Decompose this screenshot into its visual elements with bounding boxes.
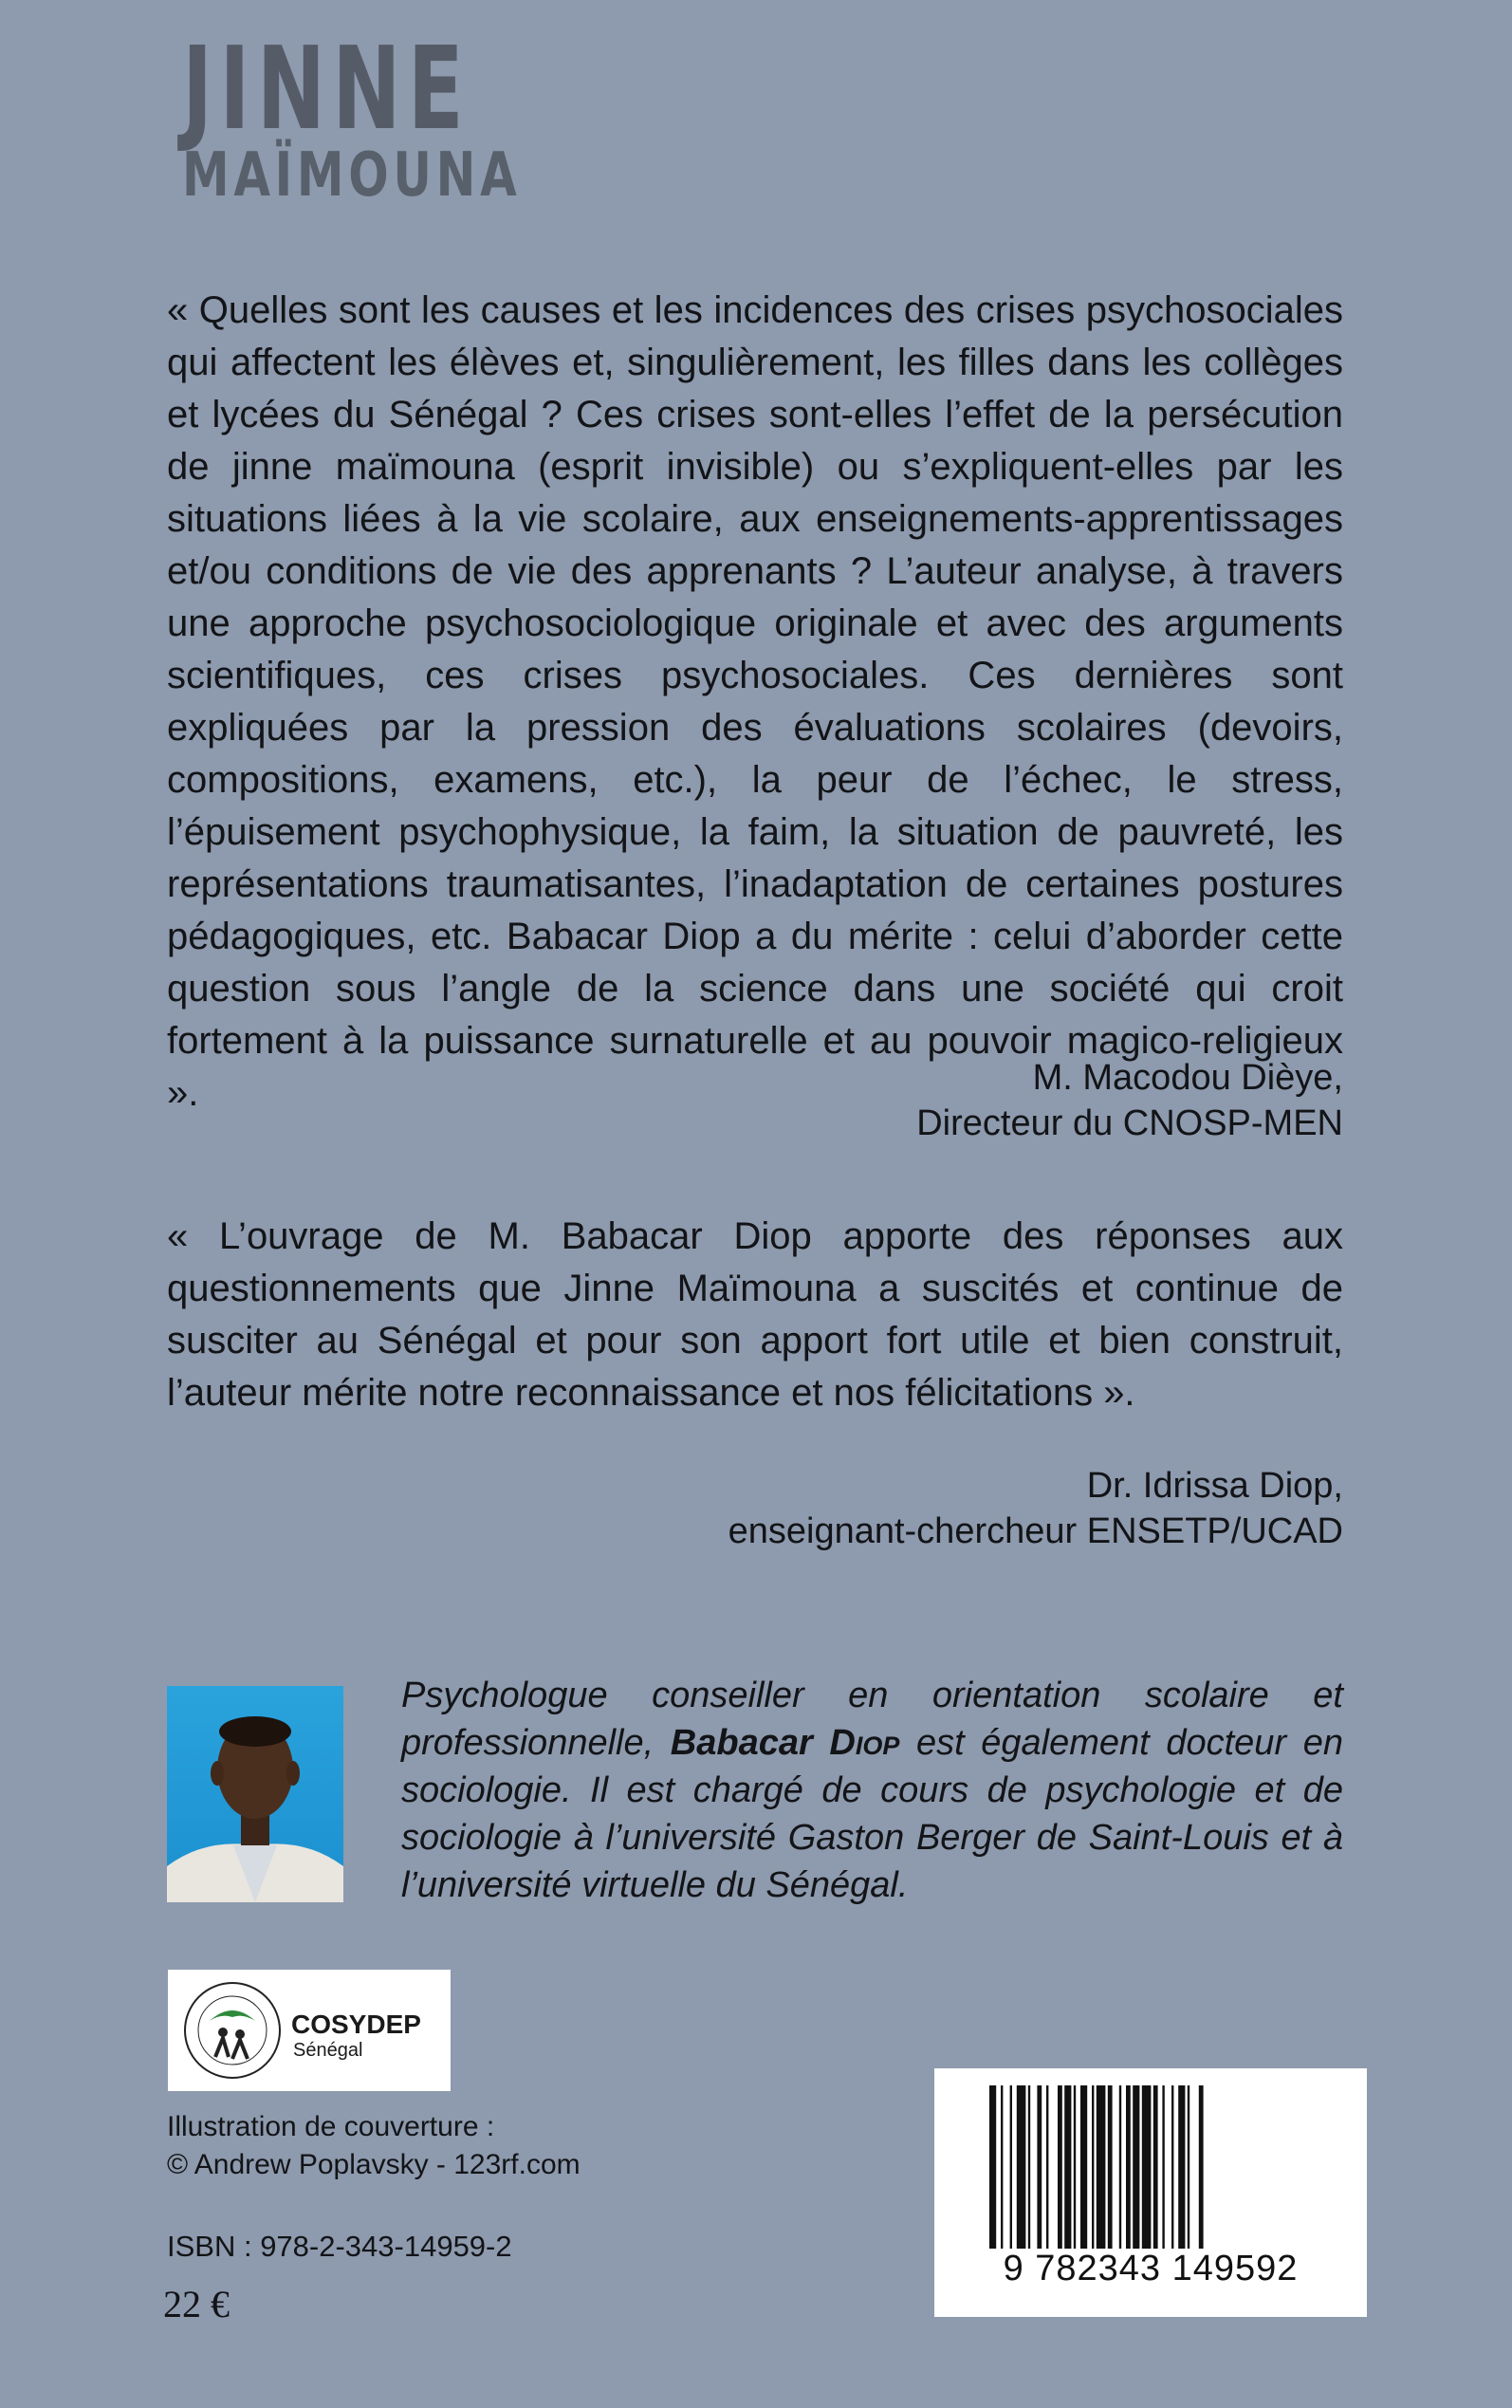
barcode-bar [1080, 2085, 1087, 2249]
quote-2: « L’ouvrage de M. Babacar Diop apporte des réponses aux questionnements que Jinne Maïmouna a suscités et continue de susciter au Sénégal et pour son apport fort utile et bien construit, l’auteur mérite notre reconnaissance et nos félicitations ». [167, 1215, 1343, 1414]
cosydep-country: Sénégal [293, 2040, 363, 2061]
barcode-bar [1188, 2085, 1189, 2249]
attribution-1 [916, 1055, 1343, 1146]
barcode-bar [1142, 2085, 1152, 2249]
title-line-2: MAÏMOUNA [182, 140, 522, 211]
book-title-logo [182, 24, 617, 211]
barcode-bar [989, 2085, 996, 2249]
barcode-bar [1010, 2085, 1012, 2249]
quote-1: « Quelles sont les causes et les incidences des crises psychosociales qui affectent les élèves et, singulièrement, les filles dans les collèges et lycées du Sénégal ? Ces crises sont-elles l’effet de la persécution de jinne maïmouna (esprit invisible) ou s’expliquent-elles par les situations liées à la vie scolaire, aux enseignements-apprentissages et/ou conditions de vie des apprenants ? L’auteur analyse, à travers une approche psychosociologique originale et avec des arguments scientifiques, ces crises psychosociales. Ces dernières sont expliquées par la pression des évaluations scolaires (devoirs, compositions, examens, etc.), la peur de l’échec, le stress, l’épuisement psychophysique, la faim, la situation de pauvreté, les représentations traumatisantes, l’inadaptation de certaines postures pédagogiques, etc. Babacar Diop a du mérite : celui d’aborder cette question sous l’angle de la science dans une société qui croit fortement à la puissance surnaturelle et au pouvoir magico-religieux ». [167, 289, 1343, 1114]
cosydep-name: COSYDEP [291, 2010, 421, 2039]
barcode-bar [1133, 2085, 1139, 2249]
isbn: ISBN : 978-2-343-14959-2 [167, 2230, 512, 2263]
author-bio [401, 1672, 1343, 1909]
barcode-bar [1037, 2085, 1042, 2249]
barcode-bar [1028, 2085, 1030, 2249]
author-last-name: Diop [829, 1723, 900, 1763]
barcode-bar [1199, 2085, 1204, 2249]
title-line-1: JINNE [182, 24, 470, 156]
author-photo [167, 1686, 343, 1902]
barcode-bar [1064, 2085, 1071, 2249]
barcode-bar [1162, 2085, 1164, 2249]
barcode-bar [1074, 2085, 1076, 2249]
barcode-bar [1153, 2085, 1158, 2249]
barcode-bars [989, 2085, 1312, 2249]
barcode-digits: 9 782343 149592 [1003, 2249, 1299, 2288]
barcode-bar [1119, 2085, 1121, 2249]
attribution-2-name: Dr. Idrissa Diop, [1086, 1466, 1343, 1506]
bio-text-before: Psychologue conseiller en orientation scolaire et professionnelle, [401, 1676, 1343, 1763]
barcode-bar [1001, 2085, 1003, 2249]
author-first-name: Babacar [670, 1723, 830, 1763]
author-name [671, 1723, 900, 1763]
cover-credit-label: Illustration de couverture : [167, 2111, 495, 2142]
barcode-bar [1097, 2085, 1106, 2249]
cover-credit-artist: © Andrew Poplavsky - 123rf.com [167, 2149, 581, 2180]
cosydep-logo [168, 1970, 451, 2091]
barcode-bar [1171, 2085, 1173, 2249]
attribution-1-role: Directeur du CNOSP-MEN [916, 1103, 1343, 1143]
barcode-bar [1046, 2085, 1048, 2249]
attribution-2 [728, 1463, 1343, 1554]
cosydep-emblem [181, 1979, 284, 2082]
barcode [934, 2068, 1367, 2317]
attribution-1-name: M. Macodou Dièye, [1032, 1058, 1343, 1098]
barcode-bar [1058, 2085, 1062, 2249]
barcode-bar [1017, 2085, 1026, 2249]
author-portrait-illustration [167, 1686, 343, 1902]
price: 22 € [163, 2283, 230, 2325]
barcode-bar [1178, 2085, 1185, 2249]
bio-text-after: est également docteur en sociologie. Il est chargé de cours de psychologie et de sociologie à l’université Gaston Berger de Saint-Louis et à l’université virtuelle du Sénégal. [401, 1723, 1343, 1905]
barcode-bar [1108, 2085, 1113, 2249]
attribution-2-role: enseignant-chercheur ENSETP/UCAD [728, 1511, 1343, 1551]
barcode-bar [1126, 2085, 1131, 2249]
cover-credit [167, 2108, 581, 2184]
barcode-bar [1092, 2085, 1094, 2249]
